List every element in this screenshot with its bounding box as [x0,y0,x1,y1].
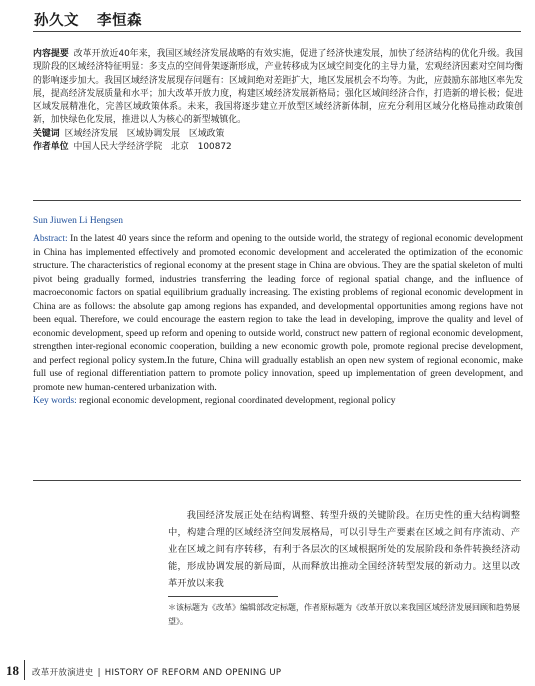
page-number: 18 [6,663,19,678]
body-paragraph: 我国经济发展正处在结构调整、转型升级的关键阶段。在历史性的重大结构调整中，构建合理的区域经济空间发展格局，可以引导生产要素在区域之间有序流动、产业在区域之间有序转移，有利于各层次的区域根据所处的发展阶段和条件转换经济动能，形成协调发展的新局面，从而释放出推动全国经济转型发展的新动力。这里以改革开放以来我 [168,510,520,589]
chinese-abstract [33,48,523,154]
abstract-label: 内容提要 [33,49,69,59]
english-abstract-divider [33,480,521,481]
header-rule [33,31,521,32]
journal-separator: | [97,668,101,678]
footnote-rule [168,596,278,597]
en-abstract-label: Abstract: [33,234,68,244]
journal-name-cn: 改革开放演进史 [32,668,94,678]
keywords-text: 区域经济发展 区域协调发展 区域政策 [64,128,225,139]
affiliation-text: 中国人民大学经济学院 北京 100872 [73,142,232,153]
footnote: ＊该标题为《改革》编辑部改定标题，作者原标题为《改革开放以来我国区域经济发展回顾和趋势展望》。 [168,603,520,626]
abstract-divider [33,200,521,201]
author-name: 李恒森 [97,13,142,29]
authors [34,9,142,30]
author-name: 孙久文 [34,13,79,29]
english-authors: Sun Jiuwen Li Hengsen [33,216,123,226]
footer-divider [24,660,25,680]
affiliation-label: 作者单位 [33,142,69,153]
en-abstract-text: In the latest 40 years since the reform and opening to the outside world, the strategy of regional economic development in China has implemented effectively and promoted economic development and accelerated the optimization of the economic structure. The characteristics of regional economy at the present stage in China are obvious. They are the spatial skeleton of multi pivot being gradually formed, industries transferring the leading force of regional spatial change, and the influence of macroeconomic factors on spatial equilibrium gradually increasing. The existing problems of regional economic development in China are as follows: the absolute gap among regions has expanded, and developmental opportunities among regions have not been equal. Therefore, we could encourage the eastern region to take the lead in developing, improve the quality and level of economic development, speed up reform and opening to outside world, construct new pattern of regional economic development, strengthen inter-regional economic cooperation, building a new economic growth pole, promote regional precise development, and perfect regional policy system.In the future, China will gradually establish an open new system of regional economic, make full use of regional differentiation pattern to promote policy innovation, speed up implementation of green development, and promote new human-centered urbanization with. [33,234,523,393]
journal-name-en: HISTORY OF REFORM AND OPENING UP [104,668,282,678]
en-keywords-text: regional economic development, regional coordinated development, regional policy [79,396,396,406]
abstract-text: 改革开放近40年来，我国区域经济发展战略的有效实施，促进了经济快速发展，加快了经济结构的优化升级。我国现阶段的区域经济特征明显：多支点的空间骨架逐渐形成，产业转移成为区域空间变化的主导力量，宏观经济因素对空间均衡的影响逐步加大。我国区域经济发展现存问题有：区域间绝对差距扩大，地区发展机会不均等。为此，应鼓励东部地区率先发展，提高经济发展质量和水平；加大改革开放力度，构建区域经济发展新格局；强化区域间经济合作，打造新的增长极；促进区域发展精准化，完善区域政策体系。未来，我国将逐步建立开放型区域经济新体制，应充分利用区域分化格局推动政策创新，加快绿色化发展，推进以人为核心的新型城镇化。 [33,49,524,126]
en-keywords-label: Key words: [33,396,77,406]
keywords-label: 关键词 [33,128,60,139]
journal-name [32,666,281,678]
english-abstract [33,233,523,409]
